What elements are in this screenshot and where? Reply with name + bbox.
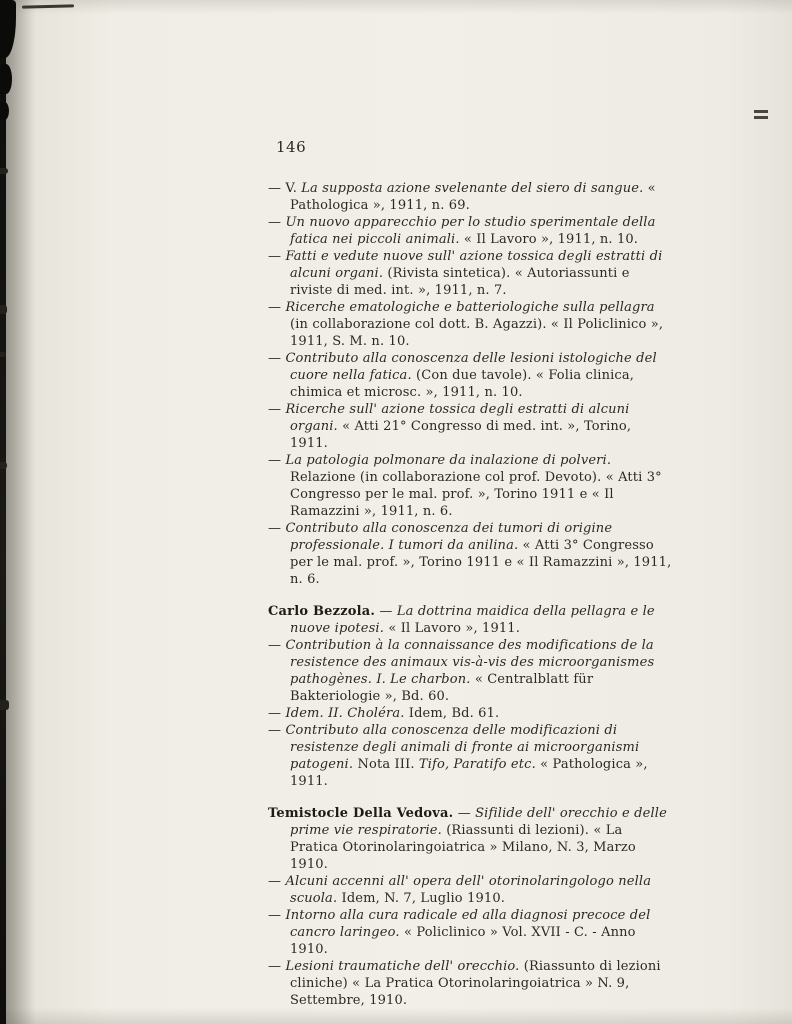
work-title: Idem. II. Choléra. [285, 706, 405, 721]
work-title: La dottrina maidica della pellagra e le nuove ipotesi. [290, 604, 655, 636]
bibliography-entry [268, 299, 672, 350]
work-title: La supposta azione svelenante del siero di sangue. [301, 181, 644, 196]
entry-text: (Riassunti di lezioni). « La Pratica Otorinolaringoiatrica » Milano, N. 3, Marzo 1910. [290, 823, 636, 872]
bibliography-entry [268, 603, 672, 637]
author-name: Carlo Bezzola. [268, 604, 376, 619]
entry-text: — [375, 604, 397, 619]
bibliography-entry [268, 873, 672, 907]
bibliography-entry [268, 401, 672, 452]
entry-text: « Pathologica », 1911. [290, 757, 648, 789]
bibliography-entry [268, 350, 672, 401]
bibliography-entry [268, 452, 672, 520]
entry-text: — [268, 215, 286, 230]
entry-text: « Atti 21° Congresso di med. int. », Torino, 1911. [290, 419, 632, 451]
work-title: Tifo, Paratifo etc. [418, 757, 536, 772]
bibliography-section [268, 603, 672, 790]
work-title: Lesioni traumatiche dell' orecchio. [285, 959, 520, 974]
work-title: Fatti e vedute nuove sull' azione tossica degli estratti di alcuni organi. [285, 249, 663, 281]
scan-edge-mark [0, 305, 7, 314]
entry-text: — [268, 300, 286, 315]
entry-text: — [453, 806, 476, 821]
author-name: Temistocle Della Vedova. [268, 806, 454, 821]
entry-text: Idem, Bd. 61. [404, 706, 500, 721]
entry-text: — [268, 874, 286, 889]
work-title: Un nuovo apparecchio per lo studio sperimentale della fatica nei piccoli animali. [285, 215, 656, 247]
entry-text: « Policlinico » Vol. XVII - C. - Anno 1910. [290, 925, 636, 957]
entry-text: « Il Lavoro », 1911, n. 10. [459, 232, 639, 247]
bibliography-entry [268, 958, 672, 1009]
page-number: 146 [276, 138, 307, 156]
bibliography-entry [268, 637, 672, 705]
bibliography-entry [268, 722, 672, 790]
scan-top-mark [22, 4, 74, 8]
scan-edge-mark [0, 352, 6, 357]
work-title: Alcuni accenni all' opera dell' otorinolaringologo nella scuola. [285, 874, 652, 906]
entry-text: — [268, 723, 286, 738]
work-title: Sifilide dell' orecchio e delle prime vie respiratorie. [290, 806, 667, 838]
entry-text: (in collaborazione col dott. B. Agazzi). « Il Policlinico », 1911, S. M. n. 10. [290, 317, 664, 349]
entry-text: « Pathologica », 1911, n. 69. [290, 181, 656, 213]
entry-text: « Atti 3° Congresso per le mal. prof. », Torino 1911 e « Il Ramazzini », 1911, n. 6. [290, 538, 672, 587]
entry-text: (Con due tavole). « Folia clinica, chimica et microsc. », 1911, n. 10. [290, 368, 635, 400]
bibliography-entry [268, 805, 672, 873]
entry-text: — [268, 402, 286, 417]
entry-text: (Rivista sintetica). « Autoriassunti e riviste di med. int. », 1911, n. 7. [290, 266, 630, 298]
bibliography-entry [268, 705, 672, 722]
scan-right-mark [754, 110, 768, 113]
work-title: Ricerche ematologiche e batteriologiche sulla pellagra [285, 300, 655, 315]
entry-text: — V. [268, 181, 302, 196]
bibliography-entry [268, 180, 672, 214]
scan-ink-blob [0, 64, 12, 94]
scan-binding-shadow [6, 0, 36, 1024]
bibliography-entry [268, 520, 672, 588]
entry-text: — [268, 249, 286, 264]
entry-text: (Riassunto di lezioni cliniche) « La Pratica Otorinolaringoiatrica » N. 9, Settembre, 1910. [290, 959, 661, 1008]
work-title: Ricerche sull' azione tossica degli estratti di alcuni organi. [285, 402, 630, 434]
bibliography-entry [268, 907, 672, 958]
bibliography-entry [268, 248, 672, 299]
work-title: Contributo alla conoscenza delle lesioni istologiche del cuore nella fatica. [285, 351, 657, 383]
scan-edge-mark [0, 462, 7, 469]
work-title: Contributo alla conoscenza delle modificazioni di resistenze degli animali di fronte ai microorganismi patogeni. [285, 723, 640, 772]
entry-text: Idem, N. 7, Luglio 1910. [337, 891, 506, 906]
bibliography [268, 180, 672, 1009]
entry-text: — [268, 706, 286, 721]
bibliography-entry [268, 214, 672, 248]
bibliography-section [268, 180, 672, 588]
scan-edge-mark [0, 700, 9, 710]
entry-text: — [268, 908, 286, 923]
scan-edge-mark [0, 168, 8, 174]
entry-text: — [268, 521, 286, 536]
work-title: La patologia polmonare da inalazione di polveri. [285, 453, 612, 468]
entry-text: Relazione (in collaborazione col prof. Devoto). « Atti 3° Congresso per le mal. prof. », Torino 1911 e « Il Ramazzini », 1911, n. 6. [290, 470, 662, 519]
entry-text: « Il Lavoro », 1911. [384, 621, 520, 636]
bibliography-section [268, 805, 672, 1009]
entry-text: « Centralblatt für Bakteriologie », Bd. 60. [290, 672, 594, 704]
work-title: Contribution à la connaissance des modifications de la resistence des animaux vis-à-vis des microorganismes pathogènes. I. Le charbon. [285, 638, 655, 687]
scan-ink-blob [0, 102, 9, 120]
entry-text: — [268, 453, 286, 468]
entry-text: — [268, 351, 286, 366]
work-title: Intorno alla cura radicale ed alla diagnosi precoce del cancro laringeo. [285, 908, 651, 940]
entry-text: — [268, 959, 286, 974]
entry-text: Nota III. [353, 757, 419, 772]
entry-text: — [268, 638, 286, 653]
work-title: Contributo alla conoscenza dei tumori di origine professionale. I tumori da anilina. [285, 521, 613, 553]
